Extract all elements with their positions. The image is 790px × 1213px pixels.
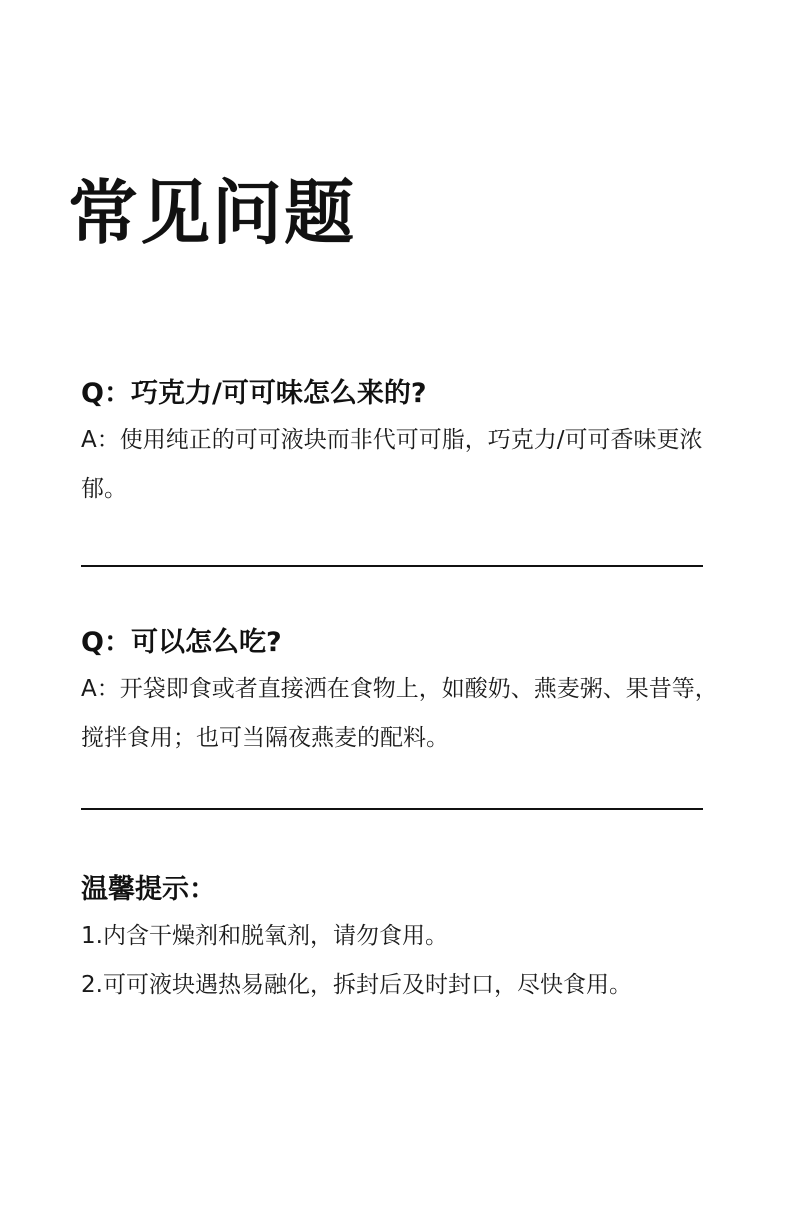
- tips-heading: 温馨提示：: [81, 874, 216, 905]
- faq-item-2: [81, 625, 721, 763]
- faq-question-2: Q：可以怎么吃?: [81, 627, 282, 658]
- tips-item-2: 2.可可液块遇热易融化，拆封后及时封口，尽快食用。: [81, 972, 632, 998]
- faq-item-1: [81, 376, 721, 514]
- faq-answer-2: A：开袋即食或者直接洒在食物上，如酸奶、燕麦粥、果昔等，搅拌食用；也可当隔夜燕麦的配料。: [81, 676, 718, 751]
- faq-divider-1: [81, 565, 703, 567]
- faq-answer-1: A：使用纯正的可可液块而非代可可脂，巧克力/可可香味更浓郁。: [81, 427, 703, 502]
- tips-section: [81, 872, 721, 1010]
- faq-divider-2: [81, 808, 703, 810]
- tips-item-1: 1.内含干燥剂和脱氧剂，请勿食用。: [81, 923, 448, 949]
- tips-list: [81, 912, 721, 1010]
- faq-question-1: Q：巧克力/可可味怎么来的?: [81, 378, 427, 409]
- page-title: 常见问题: [68, 172, 356, 254]
